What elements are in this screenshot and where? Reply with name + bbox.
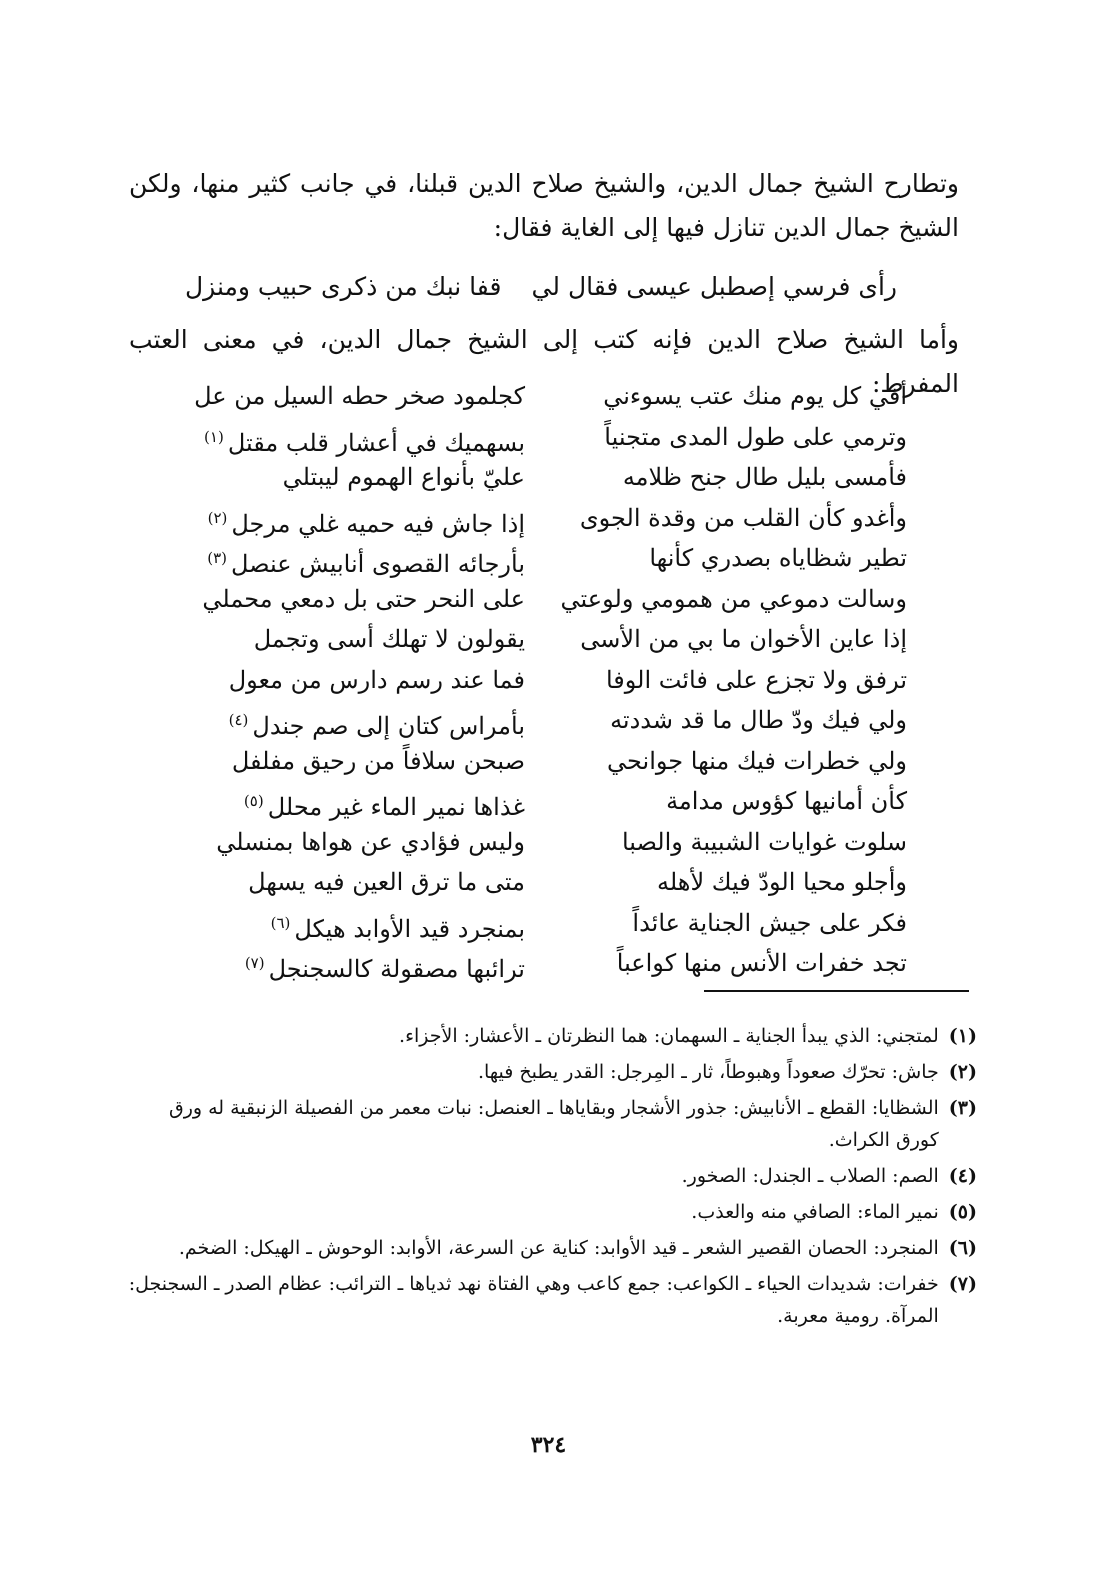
footnote <box>122 1196 977 1228</box>
page-number: ٣٢٤ <box>530 1432 567 1458</box>
verse-first-hemistich: ترفق ولا تجزع على فائت الوفا <box>605 665 907 694</box>
verse-second-text: فما عند رسم دارس من معول <box>228 665 525 694</box>
verse-second-hemistich <box>185 741 525 781</box>
single-verse <box>185 262 897 312</box>
poem-verse <box>185 579 907 620</box>
footnote-number: (٣) <box>948 1097 977 1119</box>
poem-verse <box>185 619 907 660</box>
verse-second-hemistich <box>185 862 525 902</box>
verse-first-hemistich: وأجلو محيا الودّ فيك لأهله <box>656 868 907 896</box>
footnote-text: خفرات: شديدات الحياء ـ الكواعب: جمع كاعب وهي الفتاة نهد ثدياها ـ الترائب: عظام الصدر ـ السجنجل: المرآة. رومية معربة. <box>128 1273 939 1327</box>
verse-second-hemistich <box>185 579 525 619</box>
poem-verse <box>185 781 907 822</box>
verse-first-hemistich: كأن أمانيها كؤوس مدامة <box>666 787 907 815</box>
verse-second-hemistich <box>185 457 525 497</box>
verse-first-hemistich: أفي كل يوم منك عتب يسوءني <box>603 382 907 410</box>
footnote-number: (١) <box>948 1025 977 1047</box>
verse-second-text: ترائبها مصقولة كالسجنجل <box>268 955 525 983</box>
footnote-text: جاش: تحرّك صعوداً وهبوطاً، ثار ـ المِرجل: القدر يطبخ فيها. <box>477 1061 939 1083</box>
verse-second-text: بأمراس كتان إلى صم جندل <box>252 712 525 740</box>
verse-second-hemistich: قفا نبك من ذكرى حبيب ومنزل <box>185 272 502 301</box>
poem-verse <box>185 700 907 741</box>
poem-verse <box>185 417 907 458</box>
verse-second-hemistich <box>185 619 525 659</box>
verse-second-text: بسهميك في أعشار قلب مقتل <box>227 428 525 457</box>
verse-first-hemistich: ولي خطرات فيك منها جوانحي <box>607 746 907 775</box>
footnote-divider <box>704 990 969 992</box>
verse-second-text: صبحن سلافاً من رحيق مفلفل <box>231 746 525 775</box>
verse-second-text: وليس فؤادي عن هواها بمنسلي <box>216 827 525 856</box>
verse-second-text: عليّ بأنواع الهموم ليبتلي <box>282 463 525 491</box>
verse-second-text: متى ما ترق العين فيه يسهل <box>248 868 525 896</box>
verse-second-hemistich <box>185 538 525 584</box>
verse-second-hemistich <box>185 822 525 862</box>
poem-verse <box>185 862 907 903</box>
verse-first-hemistich: وترمي على طول المدى متجنياً <box>604 422 907 451</box>
footnote-number: (٥) <box>948 1201 977 1223</box>
verse-second-text: يقولون لا تهلك أسى وتجمل <box>253 625 525 653</box>
footnote-text: الشظايا: القطع ـ الأنابيش: جذور الأشجار وبقاياها ـ العنصل: نبات معمر من الفصيلة الزنبقية له ورق كورق الكراث. <box>168 1097 939 1151</box>
footnote-marker: (٥) <box>243 792 264 810</box>
footnote-marker: (١) <box>204 427 224 446</box>
verse-first-hemistich: وأغدو كأن القلب من وقدة الجوى <box>579 503 907 532</box>
footnote-number: (٢) <box>948 1061 977 1083</box>
poem-verse <box>185 903 907 944</box>
footnote-marker: (٣) <box>207 549 227 567</box>
verse-first-hemistich: سلوت غوايات الشبيبة والصبا <box>621 827 907 856</box>
verse-second-text: كجلمود صخر حطه السيل من عل <box>194 382 525 410</box>
footnote-text: نمير الماء: الصافي منه والعذب. <box>691 1201 939 1223</box>
footnote <box>122 1160 977 1192</box>
footnote-text: الصم: الصلاب ـ الجندل: الصخور. <box>681 1165 939 1187</box>
intro-paragraph: وتطارح الشيخ جمال الدين، والشيخ صلاح الدين قبلنا، في جانب كثير منها، ولكن الشيخ جمال الدين تنازل فيها إلى الغاية فقال: <box>129 169 959 242</box>
verse-first-hemistich: إذا عاين الأخوان ما بي من الأسى <box>580 625 907 653</box>
verse-second-hemistich <box>185 781 525 827</box>
verse-second-hemistich <box>185 417 525 463</box>
poem <box>185 376 907 984</box>
poem-verse <box>185 822 907 863</box>
poem-verse <box>185 538 907 579</box>
verse-first-hemistich: وسالت دموعي من همومي ولوعتي <box>560 584 907 613</box>
footnote-text: لمتجني: الذي يبدأ الجناية ـ السهمان: هما النظرتان ـ الأعشار: الأجزاء. <box>399 1025 939 1047</box>
verse-second-text: بأرجائه القصوى أنابيش عنصل <box>230 550 525 578</box>
verse-second-text: بمنجرد قيد الأوابد هيكل <box>294 914 525 943</box>
footnote-number: (٧) <box>948 1273 977 1295</box>
verse-second-hemistich <box>185 903 525 949</box>
footnote-text: المنجرد: الحصان القصير الشعر ـ قيد الأوابد: كناية عن السرعة، الأوابد: الوحوش ـ الهيكل: الضخم. <box>178 1237 939 1259</box>
poem-verse <box>185 741 907 782</box>
verse-second-hemistich <box>185 498 525 544</box>
verse-second-hemistich <box>185 943 525 989</box>
verse-second-hemistich <box>185 376 525 416</box>
verse-first-hemistich: تجد خفرات الأنس منها كواعباً <box>616 949 907 977</box>
footnote-marker: (٧) <box>244 954 265 972</box>
verse-first-hemistich: ولي فيك ودّ طال ما قد شددته <box>610 706 907 734</box>
verse-second-text: غذاها نمير الماء غير محلل <box>267 793 525 821</box>
footnote <box>122 1232 977 1264</box>
footnote <box>122 1092 977 1156</box>
verse-first-hemistich: فأمسى بليل طال جنح ظلامه <box>622 463 907 491</box>
poem-verse <box>185 376 907 417</box>
verse-second-hemistich <box>185 660 525 700</box>
verse-first-hemistich: تطير شظاياه بصدري كأنها <box>649 544 907 572</box>
footnote-number: (٦) <box>948 1237 977 1259</box>
footnote-marker: (٦) <box>270 913 291 932</box>
verse-second-text: إذا جاش فيه حميه غلي مرجل <box>231 509 525 538</box>
verse-second-text: على النحر حتى بل دمعي محملي <box>202 584 525 613</box>
poem-verse <box>185 943 907 984</box>
poem-verse <box>185 660 907 701</box>
footnote <box>122 1020 977 1052</box>
footnote-marker: (٤) <box>228 711 249 729</box>
verse-first-hemistich: رأى فرسي إصطبل عيسى فقال لي <box>531 272 897 301</box>
footnote <box>122 1056 977 1088</box>
footnotes <box>122 1020 977 1336</box>
verse-second-hemistich <box>185 700 525 746</box>
footnote <box>122 1268 977 1332</box>
footnote-marker: (٢) <box>207 508 228 527</box>
verse-first-hemistich: فكر على جيش الجناية عائداً <box>632 908 907 937</box>
footnote-number: (٤) <box>948 1165 977 1187</box>
second-paragraph: وأما الشيخ صلاح الدين فإنه كتب إلى الشيخ جمال الدين، في معنى العتب المفرط: <box>129 325 959 398</box>
poem-verse <box>185 498 907 539</box>
poem-verse <box>185 457 907 498</box>
